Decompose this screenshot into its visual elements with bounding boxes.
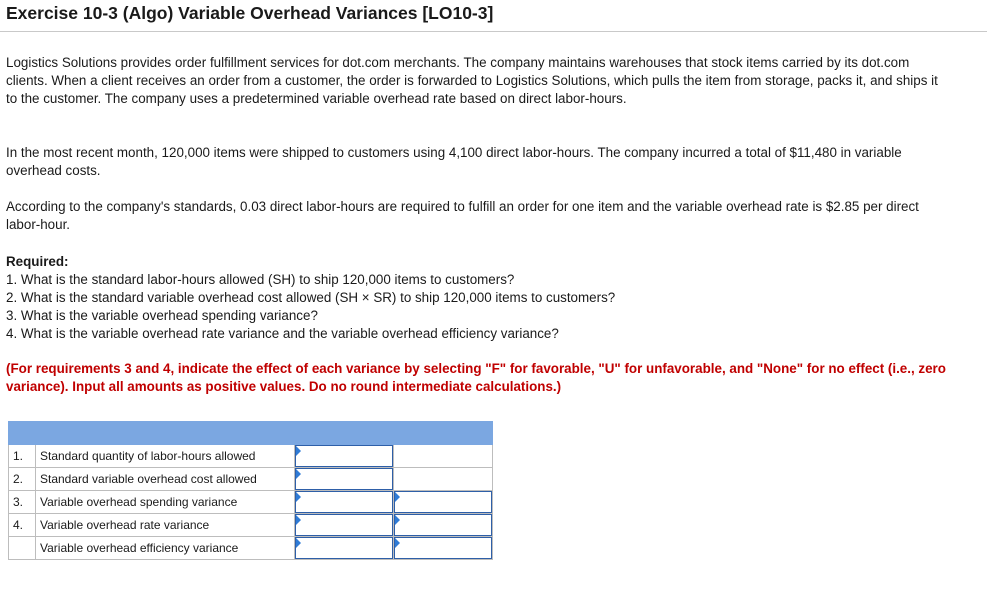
row-label: Variable overhead spending variance xyxy=(36,491,295,514)
answer-row-rate-variance xyxy=(9,514,493,537)
efficiency-variance-amount-input[interactable] xyxy=(295,537,393,559)
spending-variance-effect-select[interactable] xyxy=(394,491,492,513)
intro-paragraph: Logistics Solutions provides order fulfillment services for dot.com merchants. The company maintains warehouses that stock items carried by its dot.com clients. When a client receives an order from a customer, the order is forwarded to Logistics Solutions, which pulls the item from storage, packs it, and ships it to the customer. The company uses a predetermined variable overhead rate based on direct labor-hours. xyxy=(6,55,938,106)
row-number xyxy=(9,537,36,560)
row-number: 3. xyxy=(9,491,36,514)
month-data-paragraph: In the most recent month, 120,000 items were shipped to customers using 4,100 direct labor-hours. The company incurred a total of $11,480 in variable overhead costs. xyxy=(6,145,902,178)
answer-row-spending-variance xyxy=(9,491,493,514)
answer-table xyxy=(8,421,493,560)
row-label: Variable overhead efficiency variance xyxy=(36,537,295,560)
efficiency-variance-effect-select[interactable] xyxy=(394,537,492,559)
title-divider xyxy=(0,31,987,32)
required-item-1: 1. What is the standard labor-hours allowed (SH) to ship 120,000 items to customers? xyxy=(6,272,515,287)
standards-paragraph: According to the company's standards, 0.03 direct labor-hours are required to fulfill an order for one item and the variable overhead rate is $2.85 per direct labor-hour. xyxy=(6,199,919,232)
required-section xyxy=(6,253,615,343)
spending-variance-amount-input[interactable] xyxy=(295,491,393,513)
row-label: Standard quantity of labor-hours allowed xyxy=(36,445,295,468)
answer-row-standard-cost xyxy=(9,468,493,491)
row-number: 2. xyxy=(9,468,36,491)
row-number: 1. xyxy=(9,445,36,468)
rate-variance-amount-input[interactable] xyxy=(295,514,393,536)
required-item-3: 3. What is the variable overhead spending variance? xyxy=(6,308,318,323)
instructions-note: (For requirements 3 and 4, indicate the effect of each variance by selecting "F" for favorable, "U" for unfavorable, and "None" for no effect (i.e., zero variance). Input all amounts as positive values. Do no round intermediate calculations.) xyxy=(6,361,946,394)
required-heading: Required: xyxy=(6,254,69,269)
row-label: Standard variable overhead cost allowed xyxy=(36,468,295,491)
rate-variance-effect-select[interactable] xyxy=(394,514,492,536)
answer-table-header xyxy=(9,422,493,445)
answer-row-efficiency-variance xyxy=(9,537,493,560)
row-label: Variable overhead rate variance xyxy=(36,514,295,537)
exercise-title: Exercise 10-3 (Algo) Variable Overhead Variances [LO10-3] xyxy=(6,3,494,23)
answer-row-sh xyxy=(9,445,493,468)
required-item-2: 2. What is the standard variable overhead cost allowed (SH × SR) to ship 120,000 items to customers? xyxy=(6,290,616,305)
required-item-4: 4. What is the variable overhead rate variance and the variable overhead efficiency variance? xyxy=(6,326,559,341)
row-number: 4. xyxy=(9,514,36,537)
standard-cost-amount-input[interactable] xyxy=(295,468,393,490)
sh-amount-input[interactable] xyxy=(295,445,393,467)
